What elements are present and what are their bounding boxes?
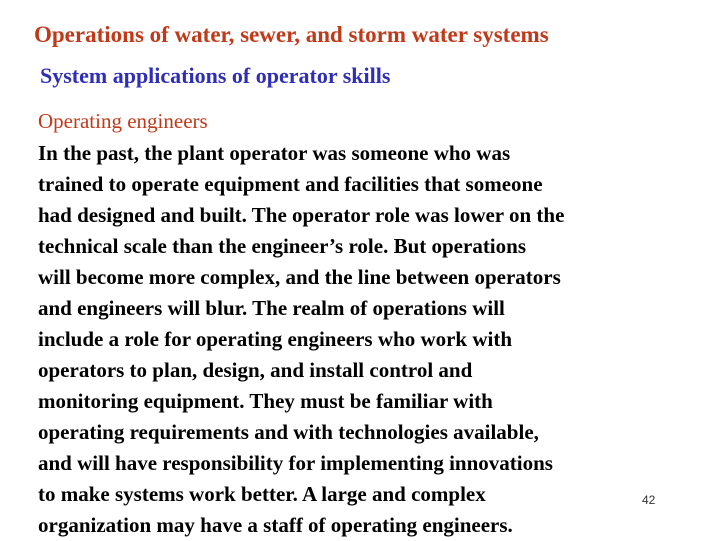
body-line: include a role for operating engineers who work with	[38, 327, 513, 351]
body-line: technical scale than the engineer’s role. But operations	[38, 234, 526, 258]
page-number: 42	[642, 493, 656, 507]
body-paragraph	[38, 138, 710, 541]
body-line: monitoring equipment. They must be familiar with	[38, 389, 493, 413]
body-line: and engineers will blur. The realm of operations will	[38, 296, 505, 320]
body-line: In the past, the plant operator was someone who was	[38, 141, 511, 165]
slide-subtitle: System applications of operator skills	[40, 63, 391, 88]
body-line: and will have responsibility for implementing innovations	[38, 451, 553, 475]
body-line: will become more complex, and the line between operators	[38, 265, 561, 289]
body-line: had designed and built. The operator role was lower on the	[38, 203, 565, 227]
body-line: trained to operate equipment and facilities that someone	[38, 172, 543, 196]
body-line: operating requirements and with technologies available,	[38, 420, 539, 444]
section-heading: Operating engineers	[38, 109, 208, 133]
body-line: operators to plan, design, and install control and	[38, 358, 473, 382]
body-line: to make systems work better. A large and complex	[38, 482, 486, 506]
body-line: organization may have a staff of operating engineers.	[38, 513, 513, 537]
slide-title: Operations of water, sewer, and storm water systems	[34, 22, 549, 47]
